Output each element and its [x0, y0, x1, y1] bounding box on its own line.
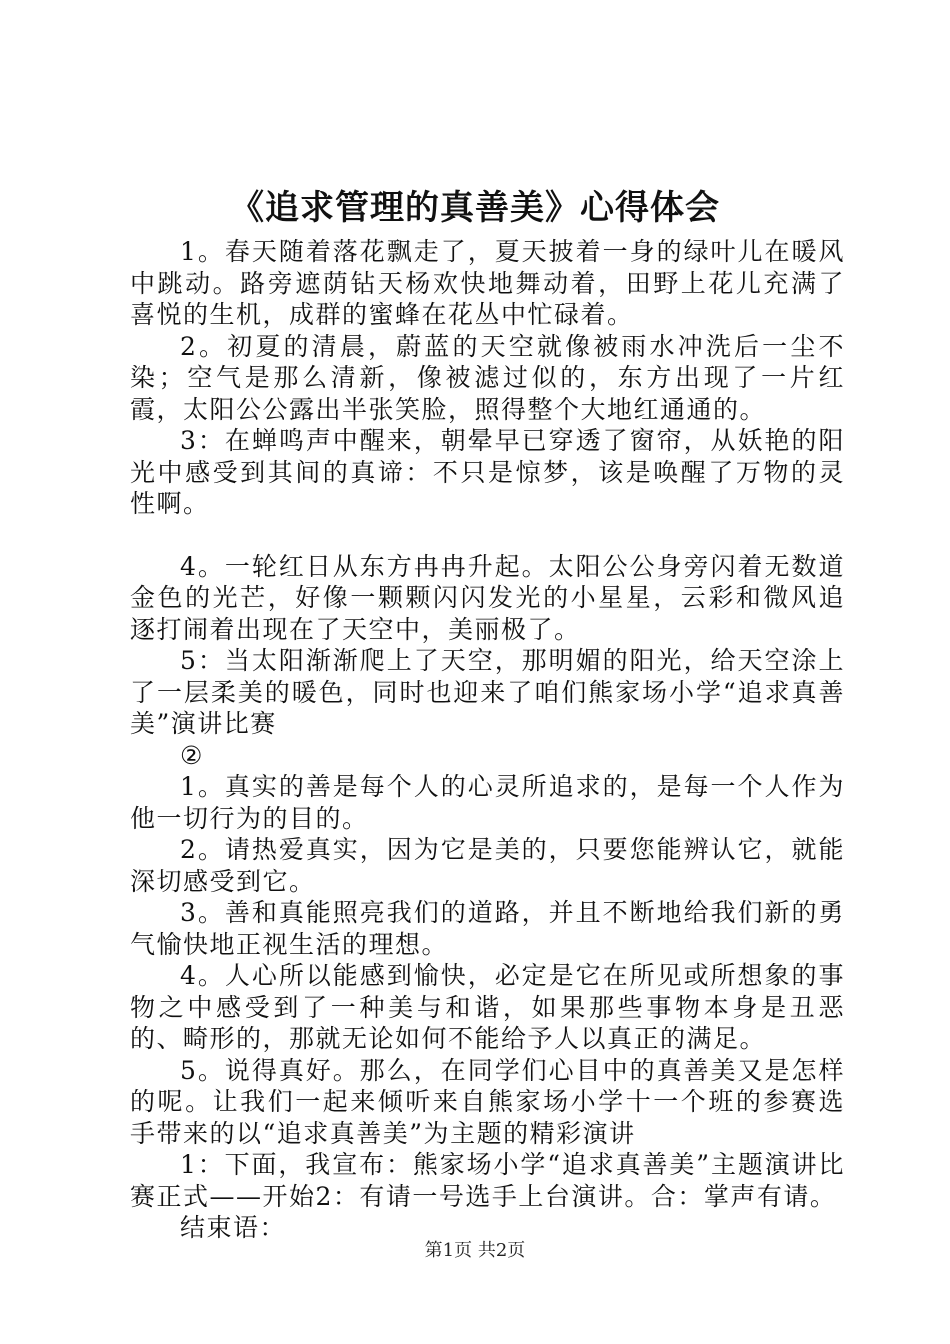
document-title: 《追求管理的真善美》心得体会: [230, 188, 720, 228]
paragraph: 5：当太阳渐渐爬上了天空，那明媚的阳光，给天空涂上了一层柔美的暖色，同时也迎来了咱们熊家场小学“追求真善美”演讲比赛: [130, 646, 845, 738]
paragraph: 4。人心所以能感到愉快，必定是它在所见或所想象的事物之中感受到了一种美与和谐，如果那些事物本身是丑恶的、畸形的，那就无论如何不能给予人以真正的满足。: [130, 961, 845, 1053]
closing-label: 结束语：: [180, 1213, 287, 1242]
paragraph: 1：下面，我宣布：熊家场小学“追求真善美”主题演讲比赛正式——开始2：有请一号选手上台演讲。合：掌声有请。: [130, 1150, 845, 1211]
paragraph: 3。善和真能照亮我们的道路，并且不断地给我们新的勇气愉快地正视生活的理想。: [130, 898, 845, 959]
paragraph: 2。请热爱真实，因为它是美的，只要您能辨认它，就能深切感受到它。: [130, 835, 845, 896]
paragraph: 1。春天随着落花飘走了，夏天披着一身的绿叶儿在暖风中跳动。路旁遮荫钻天杨欢快地舞动着，田野上花儿充满了喜悦的生机，成群的蜜蜂在花丛中忙碌着。: [130, 237, 845, 329]
document-body: [130, 236, 845, 1244]
paragraph: 4。一轮红日从东方冉冉升起。太阳公公身旁闪着无数道金色的光芒，好像一颗颗闪闪发光的小星星，云彩和微风追逐打闹着出现在了天空中，美丽极了。: [130, 551, 845, 644]
section-marker: ②: [180, 740, 204, 770]
paragraph: 3：在蝉鸣声中醒来，朝晕早已穿透了窗帘，从妖艳的阳光中感受到其间的真谛：不只是惊梦，该是唤醒了万物的灵性啊。: [130, 426, 845, 518]
paragraph: 2。初夏的清晨，蔚蓝的天空就像被雨水冲洗后一尘不染；空气是那么清新，像被滤过似的，东方出现了一片红霞，太阳公公露出半张笑脸，照得整个大地红通通的。: [130, 331, 845, 424]
paragraph: 5。说得真好。那么，在同学们心目中的真善美又是怎样的呢。让我们一起来倾听来自熊家场小学十一个班的参赛选手带来的以“追求真善美”为主题的精彩演讲: [130, 1055, 845, 1148]
page-number-footer: 第1页 共2页: [424, 1240, 526, 1261]
paragraph: 1。真实的善是每个人的心灵所追求的，是每一个人作为他一切行为的目的。: [130, 772, 845, 833]
